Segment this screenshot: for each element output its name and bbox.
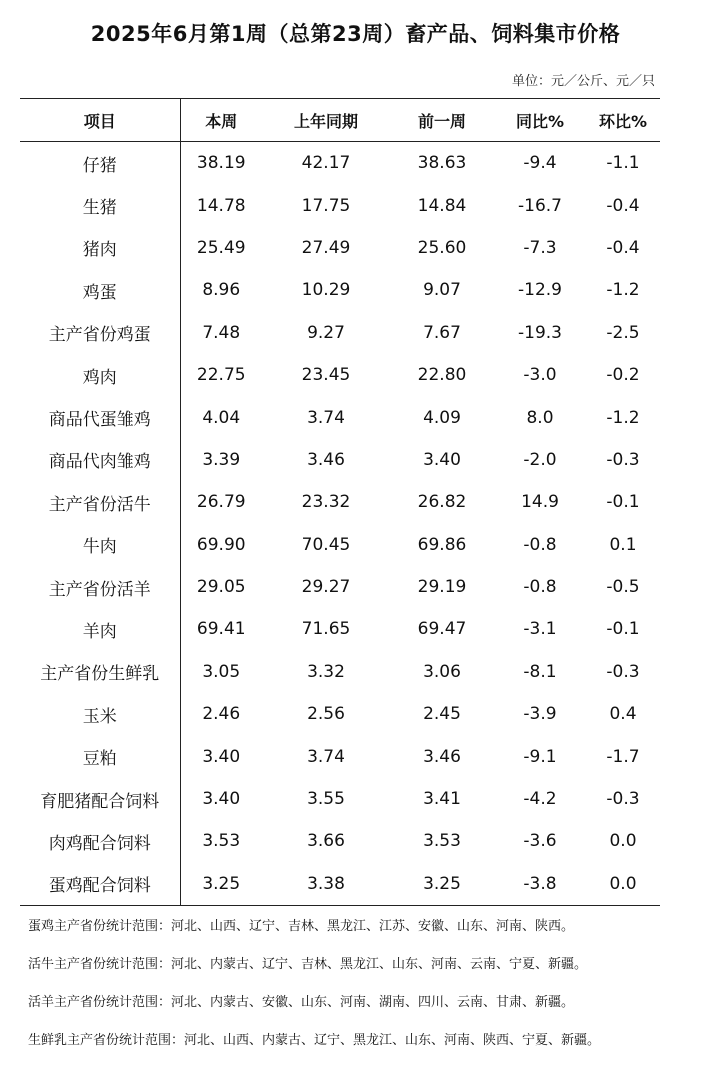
cell-yoy: -7.3	[523, 237, 557, 258]
cell-mom: 0.0	[586, 863, 660, 906]
cell-yoy: -3.9	[523, 704, 557, 725]
cell-this-week: 3.40	[202, 746, 241, 767]
cell-prev-week: 29.19	[417, 577, 467, 598]
cell-mom: -1.1	[606, 153, 640, 174]
table-row	[20, 184, 660, 226]
cell-this-week: 69.41	[196, 619, 246, 640]
header-yoy: 同比%	[494, 99, 586, 142]
cell-item-name: 猪肉	[20, 227, 180, 269]
table-row	[20, 481, 660, 523]
cell-item-name: 育肥猪配合饲料	[20, 778, 180, 820]
cell-item-name: 仔猪	[20, 142, 180, 185]
table-row	[20, 778, 660, 820]
table-row	[20, 439, 660, 481]
note-sheep-provinces: 活羊主产省份统计范围：河北、内蒙古、安徽、山东、河南、湖南、四川、云南、甘肃、新疆。	[28, 995, 575, 1010]
table-row	[20, 269, 660, 311]
cell-yoy: -2.0	[523, 449, 557, 470]
cell-item-name: 主产省份鸡蛋	[20, 312, 180, 354]
table-row	[20, 396, 660, 438]
cell-prev-week: 38.63	[417, 153, 467, 174]
cell-yoy: 8.0	[526, 407, 554, 428]
cell-last-year: 17.75	[301, 195, 351, 216]
cell-prev-week: 3.41	[423, 789, 461, 810]
cell-prev-week: 3.40	[423, 449, 461, 470]
cell-mom: -2.5	[606, 322, 640, 343]
cell-yoy: -3.1	[523, 619, 557, 640]
table-row	[20, 693, 660, 735]
cell-yoy: -4.2	[523, 789, 557, 810]
cell-this-week: 25.49	[196, 237, 246, 258]
cell-last-year: 2.56	[307, 704, 345, 725]
cell-item-name: 商品代蛋雏鸡	[20, 396, 180, 438]
cell-item-name: 主产省份活牛	[20, 481, 180, 523]
cell-last-year: 3.46	[307, 449, 345, 470]
cell-yoy: 14.9	[521, 492, 559, 513]
cell-last-year: 9.27	[307, 322, 345, 343]
cell-yoy: -12.9	[518, 280, 562, 301]
page-title: 2025年6月第1周（总第23周）畜产品、饲料集市价格	[90, 22, 621, 46]
cell-this-week: 4.04	[202, 407, 241, 428]
cell-item-name: 蛋鸡配合饲料	[20, 863, 180, 906]
cell-prev-week: 26.82	[417, 492, 467, 513]
cell-last-year: 23.32	[301, 492, 351, 513]
cell-item-name: 鸡肉	[20, 354, 180, 396]
cell-prev-week: 7.67	[423, 322, 461, 343]
cell-this-week: 7.48	[202, 322, 241, 343]
cell-prev-week: 2.45	[423, 704, 461, 725]
cell-this-week: 3.40	[202, 789, 241, 810]
cell-item-name: 玉米	[20, 693, 180, 735]
cell-prev-week: 4.09	[423, 407, 461, 428]
notes	[28, 912, 698, 1064]
cell-this-week: 3.39	[202, 449, 241, 470]
cell-this-week: 3.25	[180, 863, 262, 906]
table-header-row	[20, 99, 660, 142]
header-this-week: 本周	[180, 99, 262, 142]
cell-this-week: 38.19	[196, 153, 246, 174]
cell-mom: -0.3	[606, 449, 640, 470]
cell-last-year: 23.45	[301, 365, 351, 386]
cell-mom: -1.2	[606, 280, 640, 301]
table-row	[20, 354, 660, 396]
note-egg-provinces: 蛋鸡主产省份统计范围：河北、山西、辽宁、吉林、黑龙江、江苏、安徽、山东、河南、陕西。	[28, 919, 575, 934]
table-row	[20, 142, 660, 185]
cell-mom: -0.1	[606, 492, 640, 513]
cell-last-year: 10.29	[301, 280, 351, 301]
cell-mom: -0.4	[606, 195, 640, 216]
cell-this-week: 14.78	[196, 195, 246, 216]
cell-last-year: 29.27	[301, 577, 351, 598]
cell-mom: -0.3	[606, 661, 640, 682]
cell-prev-week: 69.47	[417, 619, 467, 640]
cell-yoy: -0.8	[523, 534, 557, 555]
cell-last-year: 27.49	[301, 237, 351, 258]
table-row	[20, 608, 660, 650]
cell-yoy: -3.0	[523, 365, 557, 386]
cell-prev-week: 25.60	[417, 237, 467, 258]
cell-this-week: 26.79	[196, 492, 246, 513]
cell-this-week: 69.90	[196, 534, 246, 555]
cell-last-year: 3.74	[307, 407, 345, 428]
cell-prev-week: 9.07	[423, 280, 461, 301]
cell-mom: -1.2	[606, 407, 640, 428]
cell-last-year: 3.74	[307, 746, 345, 767]
table-row	[20, 863, 660, 906]
cell-last-year: 3.66	[307, 831, 345, 852]
cell-this-week: 3.05	[202, 661, 241, 682]
cell-yoy: -9.4	[523, 153, 557, 174]
cell-item-name: 主产省份生鲜乳	[20, 651, 180, 693]
unit-label: 单位：元／公斤、元／只	[511, 74, 655, 89]
cell-this-week: 3.53	[202, 831, 241, 852]
cell-mom: -0.5	[606, 577, 640, 598]
table-row	[20, 227, 660, 269]
cell-item-name: 羊肉	[20, 608, 180, 650]
cell-yoy: -16.7	[518, 195, 562, 216]
cell-mom: -0.2	[606, 365, 640, 386]
table-row	[20, 651, 660, 693]
cell-last-year: 71.65	[301, 619, 351, 640]
cell-this-week: 2.46	[202, 704, 241, 725]
cell-yoy: -9.1	[523, 746, 557, 767]
cell-item-name: 商品代肉雏鸡	[20, 439, 180, 481]
cell-mom: -0.1	[606, 619, 640, 640]
cell-last-year: 3.32	[307, 661, 345, 682]
table-row	[20, 566, 660, 608]
cell-prev-week: 3.53	[423, 831, 461, 852]
cell-item-name: 肉鸡配合饲料	[20, 820, 180, 862]
cell-item-name: 牛肉	[20, 524, 180, 566]
cell-prev-week: 22.80	[417, 365, 467, 386]
cell-mom: 0.0	[609, 831, 637, 852]
cell-yoy: -3.6	[523, 831, 557, 852]
cell-item-name: 主产省份活羊	[20, 566, 180, 608]
cell-last-year: 42.17	[301, 153, 351, 174]
table-row	[20, 820, 660, 862]
cell-prev-week: 3.06	[423, 661, 461, 682]
cell-yoy: -0.8	[523, 577, 557, 598]
header-mom: 环比%	[586, 99, 660, 142]
cell-last-year: 3.55	[307, 789, 345, 810]
cell-yoy: -8.1	[523, 661, 557, 682]
price-table	[20, 98, 660, 906]
table-row	[20, 524, 660, 566]
cell-prev-week: 14.84	[417, 195, 467, 216]
cell-mom: -0.4	[606, 237, 640, 258]
cell-item-name: 豆粕	[20, 735, 180, 777]
cell-prev-week: 3.25	[390, 863, 494, 906]
table-row	[20, 735, 660, 777]
cell-mom: -0.3	[606, 789, 640, 810]
table-row	[20, 312, 660, 354]
note-cattle-provinces: 活牛主产省份统计范围：河北、内蒙古、辽宁、吉林、黑龙江、山东、河南、云南、宁夏、新疆。	[28, 957, 588, 972]
cell-this-week: 8.96	[202, 280, 241, 301]
cell-yoy: -19.3	[518, 322, 562, 343]
cell-prev-week: 69.86	[417, 534, 467, 555]
cell-mom: -1.7	[606, 746, 640, 767]
cell-mom: 0.4	[609, 704, 637, 725]
cell-yoy: -3.8	[494, 863, 586, 906]
cell-item-name: 生猪	[20, 184, 180, 226]
cell-last-year: 3.38	[262, 863, 390, 906]
cell-this-week: 29.05	[196, 577, 246, 598]
header-prev-week: 前一周	[390, 99, 494, 142]
note-milk-provinces: 生鲜乳主产省份统计范围：河北、山西、内蒙古、辽宁、黑龙江、山东、河南、陕西、宁夏、新疆。	[28, 1033, 601, 1048]
cell-item-name: 鸡蛋	[20, 269, 180, 311]
header-last-year: 上年同期	[262, 99, 390, 142]
cell-last-year: 70.45	[301, 534, 351, 555]
cell-this-week: 22.75	[196, 365, 246, 386]
header-item: 项目	[20, 99, 180, 142]
cell-mom: 0.1	[609, 534, 637, 555]
cell-prev-week: 3.46	[423, 746, 461, 767]
